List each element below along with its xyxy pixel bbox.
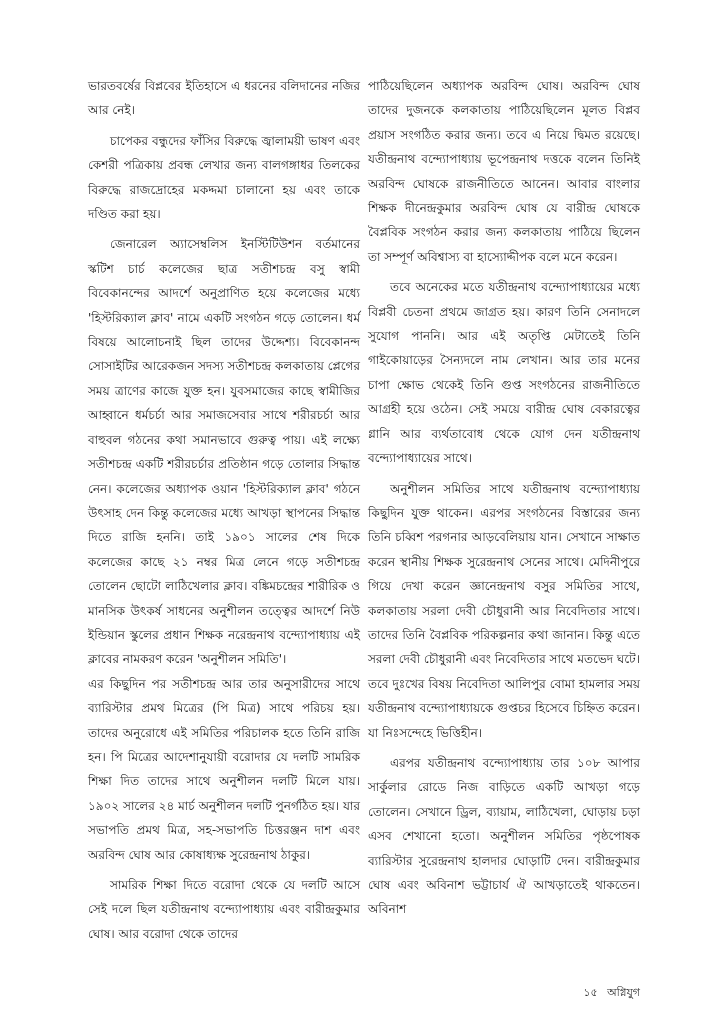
paragraph: এরপর যতীন্দ্রনাথ বন্দ্যোপাধ্যায় তার ১০৮ আপার সার্কুলার রোডে নিজ বাড়িতে একটি আখড়া গড়ে তোলেন। সেখানে ড্রিল, ব্যায়াম, লাঠিখেলা, ঘোড়ায় চড়া এসব শেখানো হতো। অনুশীলন সমিতির পৃষ্ঠপোষক ব্যারিস্টার সুরেন্দ্রনাথ হালদার ঘোড়াটি দেন। বারীন্দ্রকুমার ঘোষ এবং অবিনাশ ভট্টাচার্য ঐ আখড়াতেই থাকতেন। অবিনাশ <box>368 755 640 917</box>
right-column <box>368 74 640 922</box>
paragraph: তবে অনেকের মতে যতীন্দ্রনাথ বন্দ্যোপাধ্যায়ের মধ্যে বিপ্লবী চেতনা প্রথমে জাগ্রত হয়। কারণ তিনি সেনাদলে সুযোগ পাননি। আর এই অতৃপ্তি মেটাতেই তিনি গাইকোয়াড়ের সৈন্যদলে নাম লেখান। আর তার মনের চাপা ক্ষোভ থেকেই তিনি গুপ্ত সংগঠনের রাজনীতিতে আগ্রহী হয়ে ওঠেন। সেই সময়ে বারীন্দ্র ঘোষ বেকারত্বের গ্লানি আর ব্যর্থতাবোধ থেকে যোগ দেন যতীন্দ্রনাথ বন্দ্যোপাধ্যায়ের সাথে। <box>368 280 640 466</box>
paragraph: চাপেকর বন্ধুদের ফাঁসির বিরুদ্ধে জ্বালাময়ী ভাষণ এবং কেশরী পত্রিকায় প্রবন্ধ লেখার জন্য বালগঙ্গাধর তিলকের বিরুদ্ধে রাজদ্রোহের মকদ্দমা চালানো হয় এবং তাকে দণ্ডিত করা হয়। <box>88 133 360 222</box>
page-footer <box>577 984 640 1003</box>
paragraph: ভারতবর্ষের বিপ্লবের ইতিহাসে এ ধরনের বলিদানের নজির আর নেই। <box>88 79 360 118</box>
page-number: ১৫ <box>583 986 598 999</box>
left-column <box>88 74 360 946</box>
paragraph: জেনারেল অ্যাসেম্বলিস ইনস্টিটিউশন বর্তমানের স্কটিশ চার্চ কলেজের ছাত্র সতীশচন্দ্র বসু স্বামী বিবেকানন্দের আদর্শে অনুপ্রাণিত হয়ে কলেজের মধ্যে 'হিস্টরিক্যাল ক্লাব' নামে একটি সংগঠন গড়ে তোলেন। ধর্ম বিষয়ে আলোচনাই ছিল তাদের উদ্দেশ্য। বিবেকানন্দ সোসাইটির আরেকজন সদস্য সতীশচন্দ্র কলকাতায় প্লেগের সময় ত্রাণের কাজে যুক্ত হন। যুবসমাজের কাছে স্বামীজির আহ্বানে ধর্মচর্চা আর সমাজসেবার সাথে শরীরচর্চা আর বাহুবল গঠনের কথা সমানভাবে গুরুত্ব পায়। এই লক্ষ্যে সতীশচন্দ্র একটি শরীরচর্চার প্রতিষ্ঠান গড়ে তোলার সিদ্ধান্ত নেন। কলেজের অধ্যাপক ওয়ান 'হিস্টরিক্যাল ক্লাব' গঠনে উৎসাহ দেন কিন্তু কলেজের মধ্যে আখড়া স্থাপনের সিদ্ধান্ত দিতে রাজি হননি। তাই ১৯০১ সালের শেষ দিকে কলেজের কাছে ২১ নম্বর মিত্র লেনে গড়ে সতীশচন্দ্র তোলেন ছোটো লাঠিখেলার ক্লাব। বঙ্কিমচন্দ্রের শারীরিক ও মানসিক উৎকর্ষ সাধনের অনুশীলন তত্ত্বের আদর্শে নিউ ইন্ডিয়ান স্কুলের প্রধান শিক্ষক নরেন্দ্রনাথ বন্দ্যোপাধ্যায় এই ক্লাবের নামকরণ করেন 'অনুশীলন সমিতি'। <box>88 237 360 667</box>
paragraph: সামরিক শিক্ষা দিতে বরোদা থেকে যে দলটি আসে সেই দলে ছিল যতীন্দ্রনাথ বন্দ্যোপাধ্যায় এবং বারীন্দ্রকুমার ঘোষ। আর বরোদা থেকে তাদের <box>88 878 360 941</box>
paragraph: অনুশীলন সমিতির সাথে যতীন্দ্রনাথ বন্দ্যোপাধ্যায় কিছুদিন যুক্ত থাকেন। এরপর সংগঠনের বিস্তারের জন্য তিনি চব্বিশ পরগনার আড়বেলিয়ায় যান। সেখানে সাক্ষাত করেন স্থানীয় শিক্ষক সুরেন্দ্রনাথ সেনের সাথে। মেদিনীপুরে গিয়ে দেখা করেন জ্ঞানেন্দ্রনাথ বসুর সমিতির সাথে, কলকাতায় সরলা দেবী চৌধুরানী আর নিবেদিতার সাথে। তাদের তিনি বৈপ্লবিক পরিকল্পনার কথা জানান। কিন্তু এতে সরলা দেবী চৌধুরানী এবং নিবেদিতার সাথে মতভেদ ঘটে। তবে দুঃখের বিষয় নিবেদিতা আলিপুর বোমা হামলার সময় যতীন্দ্রনাথ বন্দ্যোপাধ্যায়কে গুপ্তচর হিসেবে চিহ্নিত করেন। যা নিঃসন্দেহে ভিত্তিহীন। <box>368 481 640 740</box>
paragraph: এর কিছুদিন পর সতীশচন্দ্র আর তার অনুসারীদের সাথে ব্যারিস্টার প্রমথ মিত্রের (পি মিত্র) সাথে পরিচয় হয়। তাদের অনুরোধে এই সমিতির পরিচালক হতে তিনি রাজি হন। পি মিত্রের আদেশানুযায়ী বরোদার যে দলটি সামরিক শিক্ষা দিত তাদের সাথে অনুশীলন দলটি মিলে যায়। ১৯০২ সালের ২৪ মার্চ অনুশীলন দলটি পুনর্গঠিত হয়। যার সভাপতি প্রমথ মিত্র, সহ-সভাপতি চিত্তরঞ্জন দাশ এবং অরবিন্দ ঘোষ আর কোষাধ্যক্ষ সুরেন্দ্রনাথ ঠাকুর। <box>88 676 360 862</box>
magazine-name: অগ্নিযুগ <box>607 986 640 999</box>
paragraph: পাঠিয়েছিলেন অধ্যাপক অরবিন্দ ঘোষ। অরবিন্দ ঘোষ তাদের দুজনকে কলকাতায় পাঠিয়েছিলেন মূলত বিপ্লব প্রয়াস সংগঠিত করার জন্য। তবে এ নিয়ে দ্বিমত রয়েছে। যতীন্দ্রনাথ বন্দ্যোপাধ্যায় ভূপেন্দ্রনাথ দত্তকে বলেন তিনিই অরবিন্দ ঘোষকে রাজনীতিতে আনেন। আবার বাংলার শিক্ষক দীনেন্দ্রকুমার অরবিন্দ ঘোষ যে বারীন্দ্র ঘোষকে বৈপ্লবিক সংগঠন করার জন্য কলকাতায় পাঠিয়ে ছিলেন তা সম্পূর্ণ অবিশ্বাস্য বা হাস্যোদ্দীপক বলে মনে করেন। <box>368 79 640 264</box>
